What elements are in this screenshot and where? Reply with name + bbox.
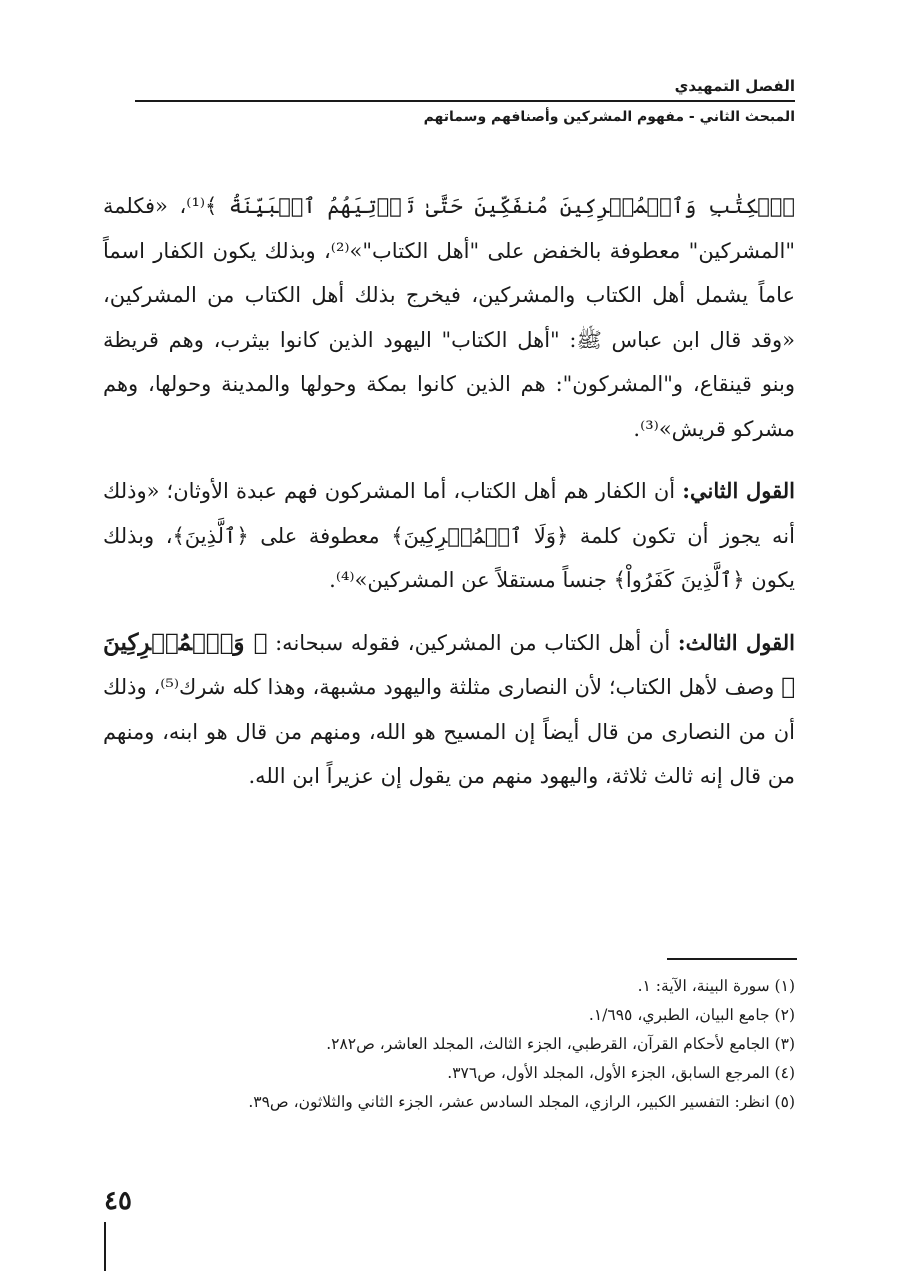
paragraph-text: وصف لأهل الكتاب؛ لأن النصارى مثلثة واليهود مشبهة، وهذا كله شرك⁽⁵⁾، وذلك أن من النصارى من قال أيضاً إن المسيح هو الله، ومنهم من قال هو ابنه، ومنهم من قال إنه ثالث ثلاثة، واليهود منهم من يقول إن عزيراً ابن الله. [103,675,795,788]
quran-quote: ﴿ وَٱلۡمُشۡرِكِينَ ﴾ [103,628,795,700]
footnote-item: (٤) المرجع السابق، الجزء الأول، المجلد الأول، ص٣٧٦. [447,1064,795,1082]
margin-rule [104,1222,106,1271]
running-head [135,74,795,128]
header-rule [135,100,795,102]
opinion-label: القول الثاني: [682,478,795,503]
main-text [103,184,795,817]
opinion-label: القول الثالث: [677,629,795,655]
page-number: ٤٥ [104,1186,132,1216]
paragraph-text: أن أهل الكتاب من المشركين، فقوله سبحانه: [267,630,678,655]
paragraph-first-opinion [103,184,795,451]
footnote-separator [667,958,797,960]
footnote-item: (٣) الجامع لأحكام القرآن، القرطبي، الجزء الثالث، المجلد العاشر، ص٢٨٢. [326,1035,795,1053]
chapter-title: الفصل التمهيدي [674,77,795,95]
paragraph-third-opinion [103,621,795,799]
paragraph-text: ﭐلۡكِتَٰبِ وَٱلۡمُشۡرِكِينَ مُنفَكِّينَ حَتَّىٰ تَأۡتِيَهُمُ ٱلۡبَيِّنَةُ ﴾⁽¹⁾، «فكلمة "المشركين" معطوفة بالخفض على "أهل الكتاب"»⁽²⁾، وبذلك يكون الكفار اسماً عاماً يشمل أهل الكتاب والمشركين، فيخرج بذلك أهل الكتاب من المشركين، «وقد قال ابن عباس ﷺ: "أهل الكتاب" اليهود الذين كانوا بيثرب، وهم قريظة وبنو قينقاع، و"المشركون": هم الذين كانوا بمكة وحولها والمدينة وحولها، وهم مشركو قريش»⁽³⁾. [103,194,796,441]
paragraph-second-opinion [103,469,795,603]
paragraph-text: أن الكفار هم أهل الكتاب، أما المشركون فهم عبدة الأوثان؛ «وذلك أنه يجوز أن تكون كلمة ﴿وَلَا ٱلۡمُشۡرِكِينَ﴾ معطوفة على ﴿ٱلَّذِينَ﴾، وبذلك يكون ﴿ٱلَّذِينَ كَفَرُواْ﴾ جنساً مستقلاً عن المشركين»⁽⁴⁾. [103,479,795,592]
footnote-item: (١) سورة البينة، الآية: ١. [637,977,795,995]
footnote-item: (٥) انظر: التفسير الكبير، الرازي، المجلد السادس عشر، الجزء الثاني والثلاثون، ص٣٩. [248,1093,795,1111]
section-title: المبحث الثاني - مفهوم المشركين وأصنافهم وسماتهم [423,109,795,125]
footnotes [103,972,795,1117]
footnote-item: (٢) جامع البيان، الطبري، ١/٦٩٥. [588,1006,795,1024]
